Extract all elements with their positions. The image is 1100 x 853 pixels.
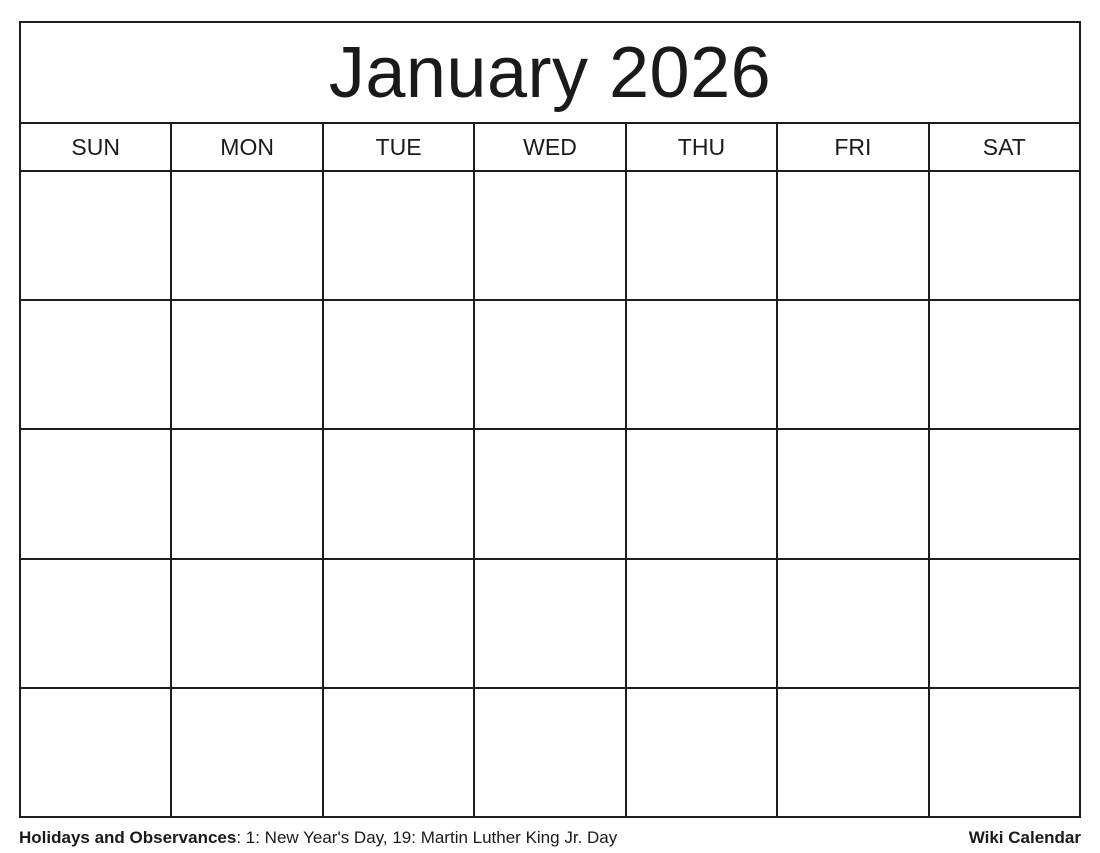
day-cell xyxy=(21,301,170,428)
day-cell xyxy=(324,689,473,816)
day-cell xyxy=(172,430,321,557)
day-cell xyxy=(930,430,1079,557)
day-cell xyxy=(324,560,473,687)
day-cell xyxy=(172,172,321,299)
day-cell xyxy=(778,560,927,687)
calendar-title: January 2026 xyxy=(21,23,1079,122)
day-header-sun: SUN xyxy=(21,124,170,170)
day-cell xyxy=(627,172,776,299)
day-header-thu: THU xyxy=(627,124,776,170)
day-cell xyxy=(930,301,1079,428)
day-cell xyxy=(627,689,776,816)
day-cell xyxy=(475,689,624,816)
day-header-tue: TUE xyxy=(324,124,473,170)
day-cell xyxy=(778,689,927,816)
day-cell xyxy=(475,301,624,428)
day-cell xyxy=(475,430,624,557)
day-cell xyxy=(324,172,473,299)
day-cell xyxy=(778,430,927,557)
day-header-mon: MON xyxy=(172,124,321,170)
footer xyxy=(19,827,1081,848)
day-cell xyxy=(930,560,1079,687)
holidays-label: Holidays and Observances xyxy=(19,828,237,847)
day-header-wed: WED xyxy=(475,124,624,170)
day-cell xyxy=(475,172,624,299)
day-cell xyxy=(21,560,170,687)
day-cell xyxy=(627,560,776,687)
day-cell xyxy=(21,689,170,816)
day-cell xyxy=(778,172,927,299)
day-cell xyxy=(172,689,321,816)
day-cell xyxy=(930,689,1079,816)
day-cell xyxy=(21,172,170,299)
day-cell xyxy=(778,301,927,428)
day-cell xyxy=(627,301,776,428)
day-cell xyxy=(172,560,321,687)
day-cell xyxy=(627,430,776,557)
day-cell xyxy=(172,301,321,428)
holidays-text: : 1: New Year's Day, 19: Martin Luther King Jr. Day xyxy=(236,828,618,847)
brand-label: Wiki Calendar xyxy=(968,828,1081,847)
day-cell xyxy=(475,560,624,687)
calendar-grid xyxy=(19,21,1081,818)
day-cell xyxy=(324,430,473,557)
day-cell xyxy=(324,301,473,428)
day-cell xyxy=(930,172,1079,299)
day-cell xyxy=(21,430,170,557)
day-header-sat: SAT xyxy=(930,124,1079,170)
holidays-note xyxy=(19,827,617,848)
day-header-fri: FRI xyxy=(778,124,927,170)
